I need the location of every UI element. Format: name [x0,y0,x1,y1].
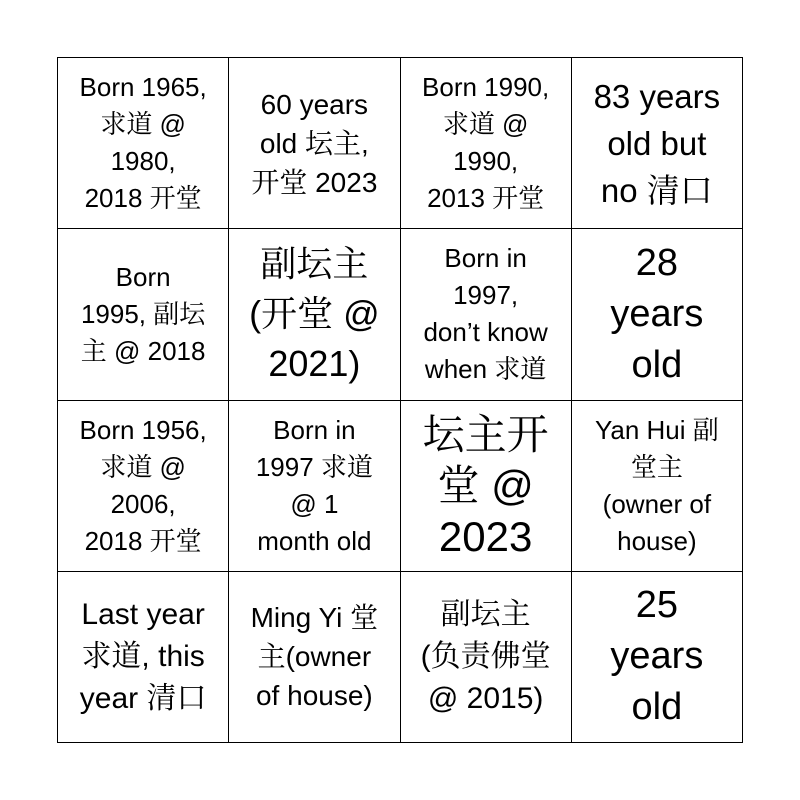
bingo-cell-r2c3[interactable] [401,229,572,400]
bingo-cell-r4c1[interactable] [58,572,229,743]
cell-text: Born in 1997 求道 @ 1 month old [255,414,373,556]
cell-text: Yan Hui 副 堂主 (owner of house) [594,414,719,556]
bingo-cell-r1c4[interactable] [572,58,743,229]
cell-text: Born 1956, 求道 @ 2006, 2018 开堂 [79,414,207,556]
bingo-cell-r3c4[interactable] [572,401,743,572]
bingo-board [57,57,743,743]
bingo-cell-r2c1[interactable] [58,229,229,400]
bingo-cell-r3c3[interactable] [401,401,572,572]
cell-text: Last year 求道, this year 清口 [79,597,207,715]
cell-text: Born 1995, 副坛 主 @ 2018 [80,261,206,366]
cell-text: 25 years old [610,584,704,729]
bingo-cell-r1c2[interactable] [229,58,400,229]
cell-text: Born 1965, 求道 @ 1980, 2018 开堂 [79,72,207,214]
cell-text: Ming Yi 堂 主(owner of house) [250,602,379,712]
cell-text: 副坛主 (开堂 @ 2021) [249,243,380,385]
bingo-cell-r2c2[interactable] [229,229,400,400]
bingo-cell-r4c2[interactable] [229,572,400,743]
bingo-cell-r1c3[interactable] [401,58,572,229]
bingo-cell-r4c4[interactable] [572,572,743,743]
cell-text: 83 years old but no 清口 [593,77,721,209]
bingo-cell-r1c1[interactable] [58,58,229,229]
cell-text: 60 years old 坛主, 开堂 2023 [251,88,378,198]
cell-text: 28 years old [610,241,704,386]
cell-text: Born in 1997, don’t know when 求道 [423,243,548,385]
cell-text: 副坛主 (负责佛堂 @ 2015) [420,597,551,715]
bingo-cell-r3c1[interactable] [58,401,229,572]
bingo-cell-r3c2[interactable] [229,401,400,572]
bingo-cell-r4c3[interactable] [401,572,572,743]
bingo-cell-r2c4[interactable] [572,229,743,400]
cell-text: 坛主开 堂 @ 2023 [422,411,549,561]
cell-text: Born 1990, 求道 @ 1990, 2013 开堂 [422,72,550,214]
